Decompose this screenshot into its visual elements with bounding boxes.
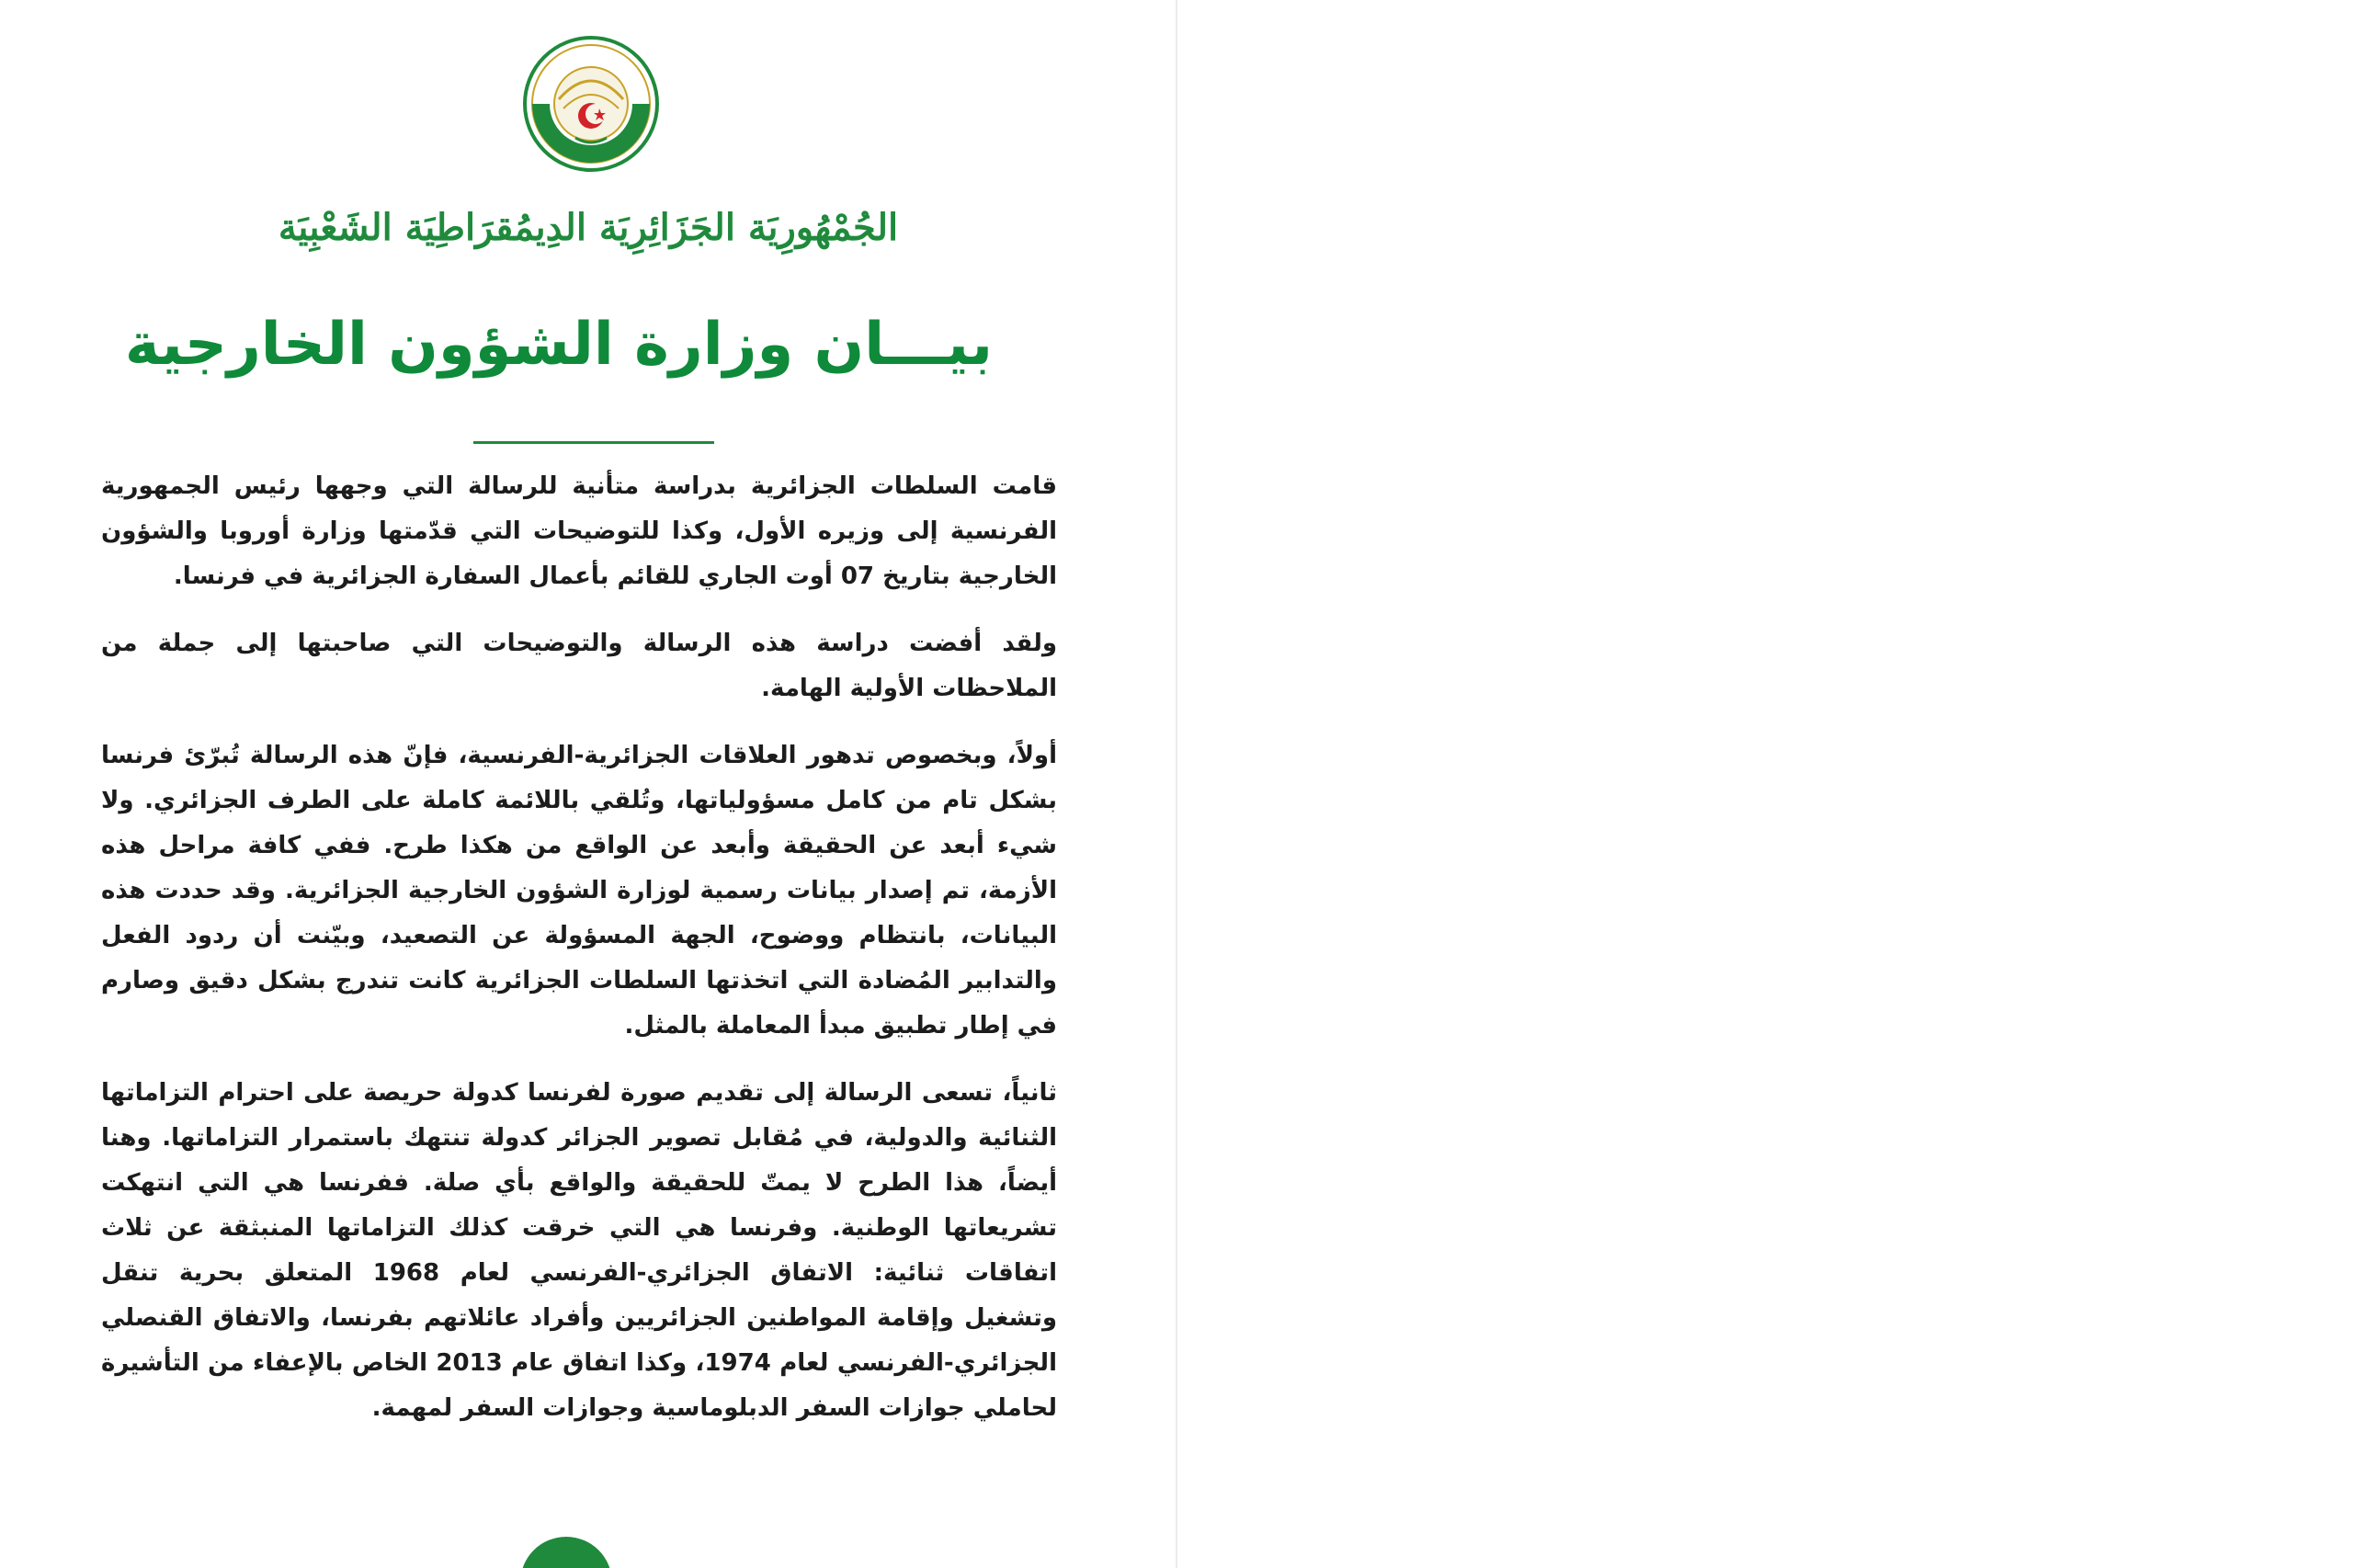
paragraph: ثانياً، تسعى الرسالة إلى تقديم صورة لفرنسا كدولة حريصة على احترام التزاماتها الثنائية والدولية، في مُقابل تصوير الجزائر كدولة تنتهك باستمرار التزاماتها. وهنا أيضاً، هذا الطرح لا يمتّ للحقيقة والواقع بأي صلة. ففرنسا هي التي انتهكت تشريعاتها الوطنية. وفرنسا هي التي خرقت كذلك التزاماتها المنبثقة عن ثلاث اتفاقات ثنائية: الاتفاق الجزائري-الفرنسي لعام 1968 المتعلق بحرية تنقل وتشغيل وإقامة المواطنين الجزائريين وأفراد عائلاتهم بفرنسا، والاتفاق القنصلي الجزائري-الفرنسي لعام 1974، وكذا اتفاق عام 2013 الخاص بالإعفاء من التأشيرة لحاملي جوازات السفر الدبلوماسية وجوازات السفر لمهمة. [101, 1079, 1057, 1422]
page-tab-decoration [520, 1537, 612, 1568]
republic-title: الجُمْهُورِيَة الجَزَائِرِيَة الدِيمُقرَاطِيَة الشَعْبِيَة [278, 206, 899, 249]
statement-title: بيـــان وزارة الشؤون الخارجية [124, 311, 993, 379]
left-page [0, 0, 1176, 1568]
paragraph: ولقد أفضت دراسة هذه الرسالة والتوضيحات التي صاحبتها إلى جملة من الملاحظات الأولية الهامة. [101, 630, 1057, 702]
right-page [1176, 0, 2353, 1568]
left-column-text [101, 464, 1057, 1431]
emblem-svg [522, 35, 660, 173]
title-divider [473, 441, 714, 444]
paragraph: أولاً، وبخصوص تدهور العلاقات الجزائرية-الفرنسية، فإنّ هذه الرسالة تُبرّئ فرنسا بشكل تام من كامل مسؤولياتها، وتُلقي باللائمة كاملة على الطرف الجزائري. ولا شيء أبعد عن الحقيقة وأبعد عن الواقع من هكذا طرح. ففي كافة مراحل هذه الأزمة، تم إصدار بيانات رسمية لوزارة الشؤون الخارجية الجزائرية. وقد حددت هذه البيانات، بانتظام ووضوح، الجهة المسؤولة عن التصعيد، وبيّنت أن ردود الفعل والتدابير المُضادة التي اتخذتها السلطات الجزائرية كانت تندرج بشكل دقيق وصارم في إطار تطبيق مبدأ المعاملة بالمثل. [101, 742, 1057, 1040]
ministry-emblem-icon [522, 35, 660, 173]
paragraph: قامت السلطات الجزائرية بدراسة متأنية للرسالة التي وجهها رئيس الجمهورية الفرنسية إلى وزيره الأول، وكذا للتوضيحات التي قدّمتها وزارة أوروبا والشؤون الخارجية بتاريخ 07 أوت الجاري للقائم بأعمال السفارة الجزائرية في فرنسا. [101, 472, 1057, 590]
